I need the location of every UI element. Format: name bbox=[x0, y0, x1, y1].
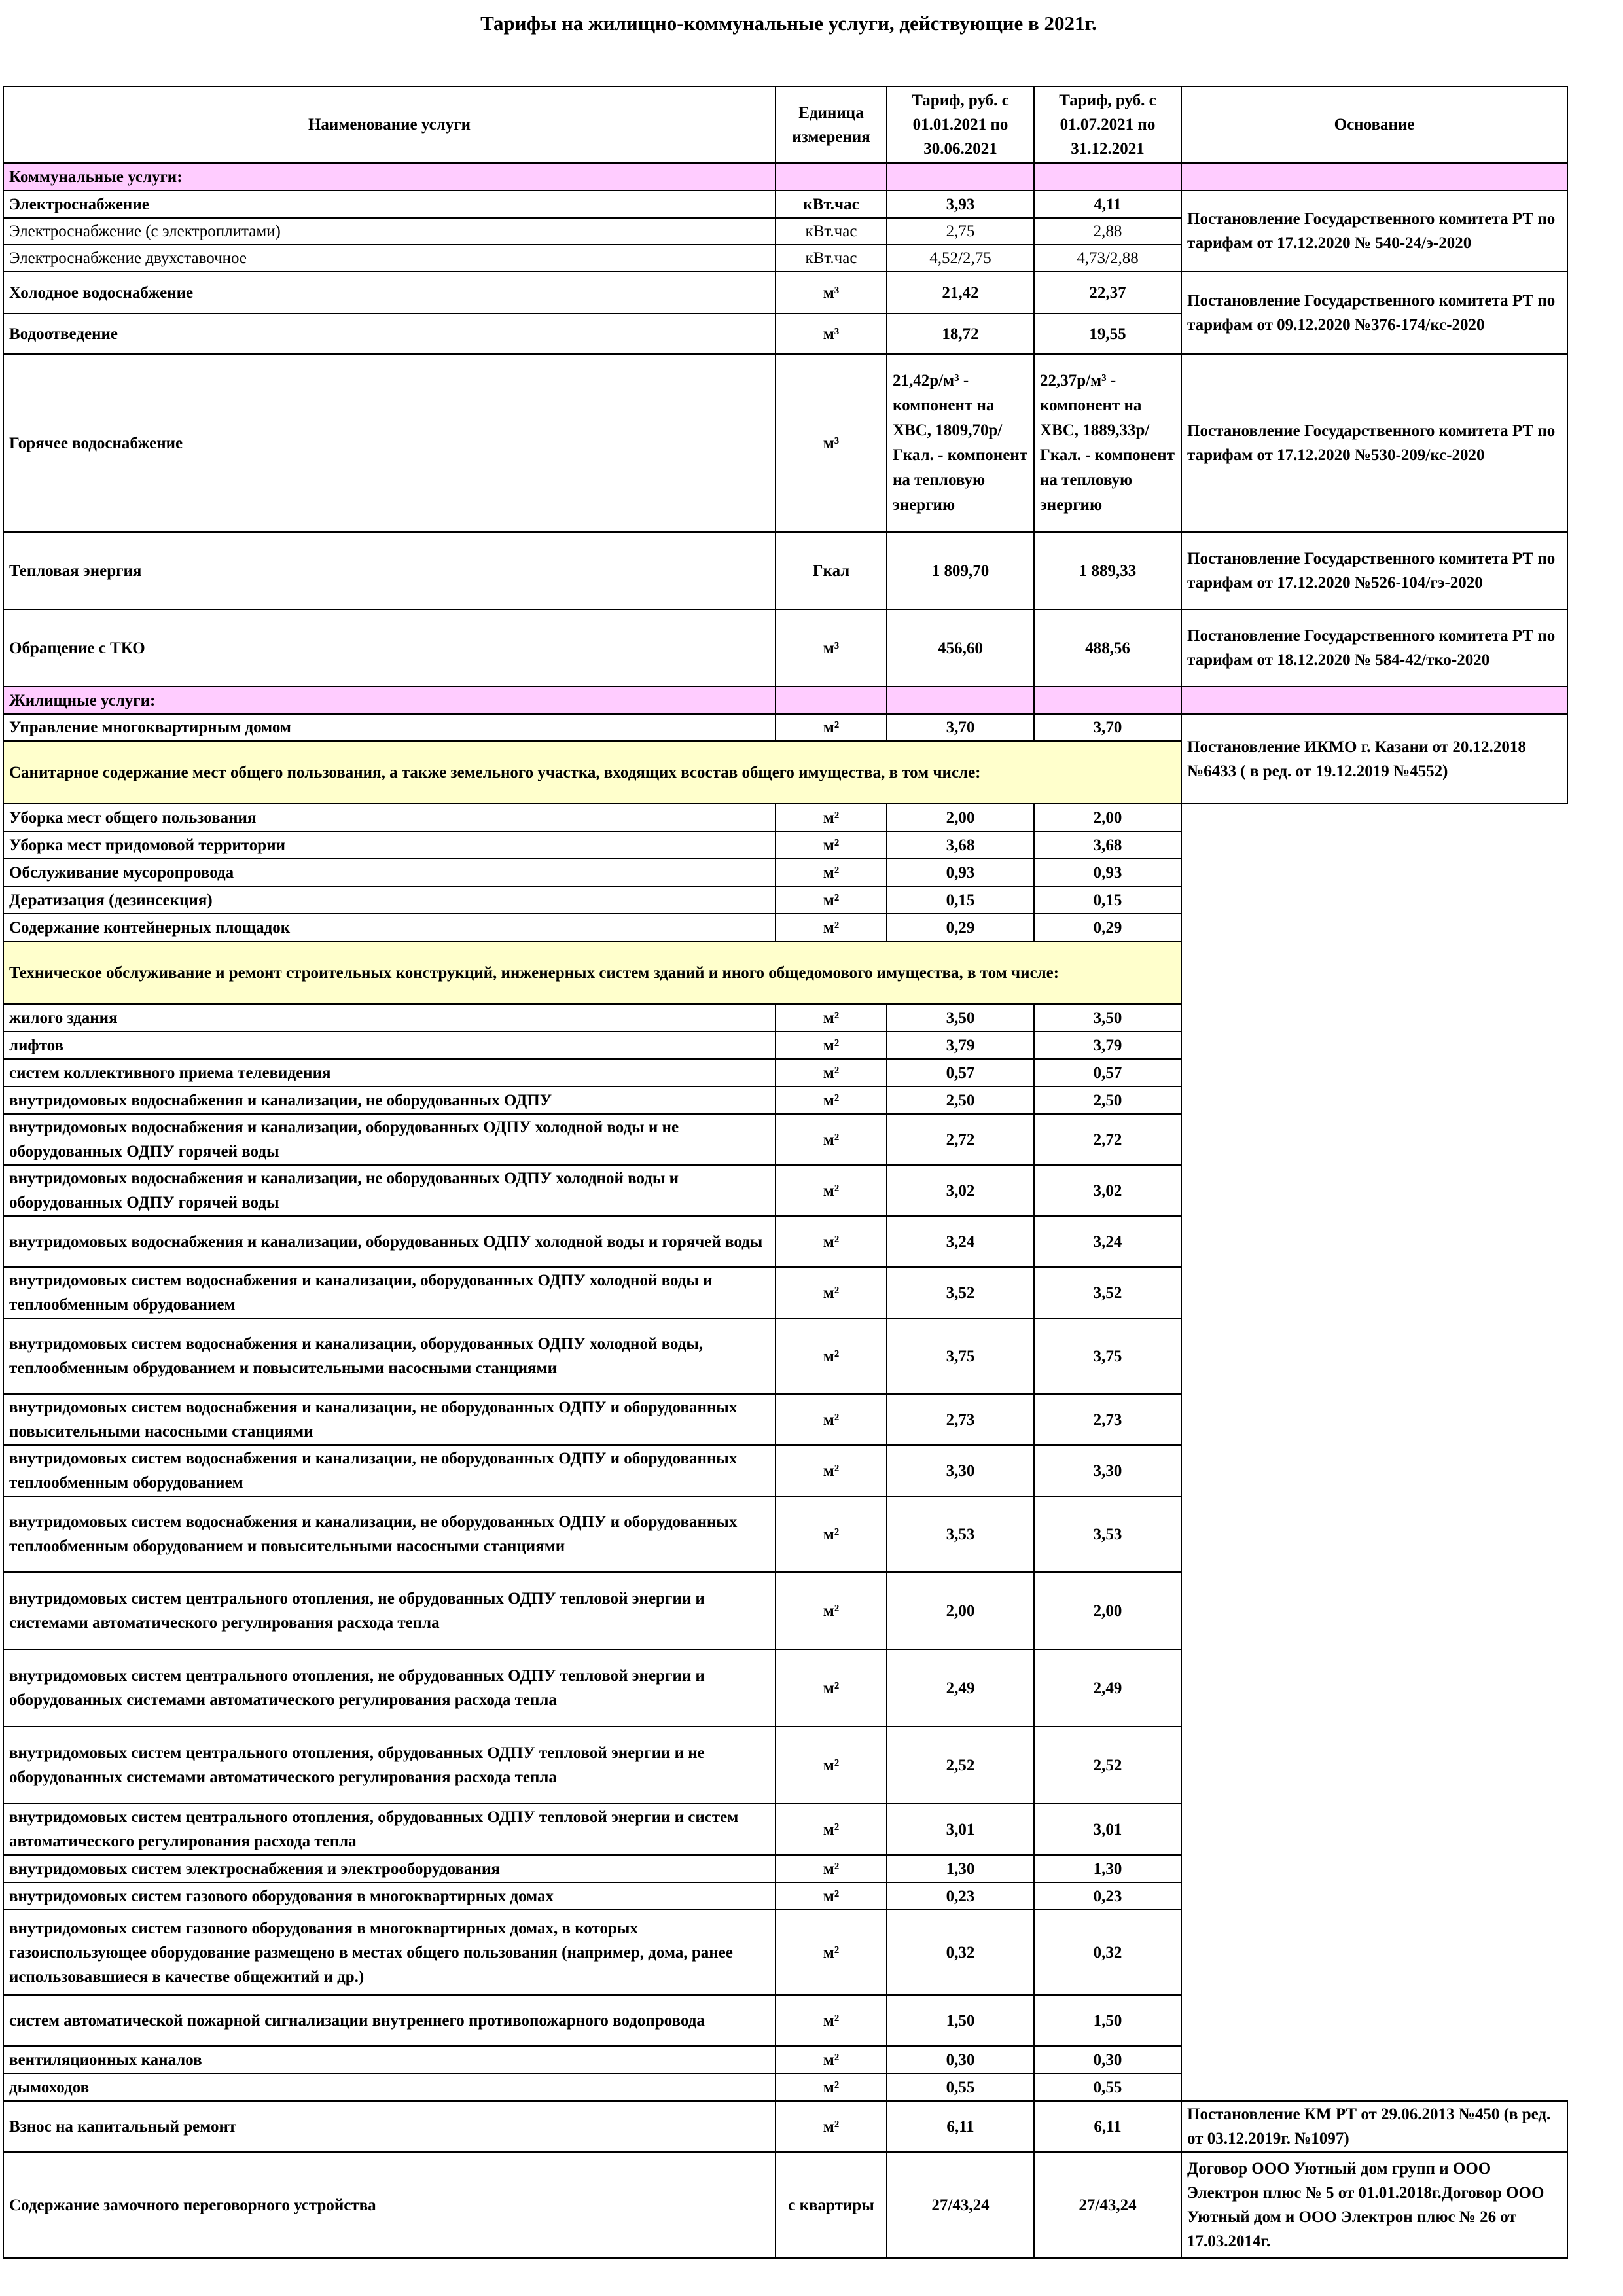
section-row-communal bbox=[3, 163, 1567, 190]
service-name: внутридомовых систем центрального отопления, не обрудованных ОДПУ тепловой энергии и системами автоматического регулирования расхода тепла bbox=[3, 1572, 776, 1649]
tariff-h1: 0,23 bbox=[887, 1882, 1034, 1910]
tariff-h2: 0,23 bbox=[1034, 1882, 1181, 1910]
service-name: Дератизация (дезинсекция) bbox=[3, 886, 776, 914]
tariff-h1: 21,42р/м³ - компонент на ХВС, 1809,70р/Гкал. - компонент на тепловую энергию bbox=[887, 354, 1034, 532]
table-row bbox=[3, 272, 1567, 314]
tariff-h1: 21,42 bbox=[887, 272, 1034, 314]
tariff-h2: 0,32 bbox=[1034, 1910, 1181, 1995]
sanitary-rows bbox=[3, 804, 1567, 941]
table-row bbox=[3, 914, 1567, 941]
tariff-h2: 3,53 bbox=[1034, 1496, 1181, 1572]
service-name: внутридомовых систем газового оборудования в многоквартирных домах bbox=[3, 1882, 776, 1910]
service-name: внутридомовых систем водоснабжения и канализации, оборудованных ОДПУ холодной воды и теплообменным обрудованием bbox=[3, 1267, 776, 1318]
tariff-h1: 0,55 bbox=[887, 2073, 1034, 2101]
service-name: Холодное водоснабжение bbox=[3, 272, 776, 314]
table-header-row bbox=[3, 86, 1567, 163]
col-header-unit: Единица измерения bbox=[776, 86, 887, 163]
tariff-h1: 3,52 bbox=[887, 1267, 1034, 1318]
table-row bbox=[3, 1855, 1567, 1882]
tariff-h1: 6,11 bbox=[887, 2101, 1034, 2152]
tariff-h1: 3,70 bbox=[887, 714, 1034, 741]
page-title: Тарифы на жилищно-коммунальные услуги, действующие в 2021г. bbox=[480, 12, 1097, 35]
service-name: лифтов bbox=[3, 1031, 776, 1059]
tariff-h2: 0,93 bbox=[1034, 859, 1181, 886]
unit: м² bbox=[776, 1496, 887, 1572]
basis-cell-housing: Постановление ИКМО г. Казани от 20.12.2018 №6433 ( в ред. от 19.12.2019 №4552) bbox=[1181, 714, 1567, 804]
unit: м³ bbox=[776, 314, 887, 354]
table-row bbox=[3, 1086, 1567, 1114]
table-row bbox=[3, 1267, 1567, 1318]
tariff-h1: 2,00 bbox=[887, 1572, 1034, 1649]
unit: м² bbox=[776, 1910, 887, 1995]
tariff-h2: 2,50 bbox=[1034, 1086, 1181, 1114]
service-name: внутридомовых систем центрального отопления, обрудованных ОДПУ тепловой энергии и систем автоматического регулирования расхода тепла bbox=[3, 1804, 776, 1855]
tariff-h2: 3,01 bbox=[1034, 1804, 1181, 1855]
tariff-h2: 3,75 bbox=[1034, 1318, 1181, 1394]
tariff-h1: 456,60 bbox=[887, 609, 1034, 687]
tariff-h2: 1,50 bbox=[1034, 1995, 1181, 2046]
table-row bbox=[3, 1114, 1567, 1165]
service-name: Тепловая энергия bbox=[3, 532, 776, 609]
service-name: внутридомовых систем водоснабжения и канализации, оборудованных ОДПУ холодной воды, теплообменным обрудованием и повысительными насосными станциями bbox=[3, 1318, 776, 1394]
tariff-h2: 0,15 bbox=[1034, 886, 1181, 914]
service-name: дымоходов bbox=[3, 2073, 776, 2101]
tariff-h2: 3,52 bbox=[1034, 1267, 1181, 1318]
tariff-h2: 4,11 bbox=[1034, 190, 1181, 218]
service-name: систем автоматической пожарной сигнализации внутреннего противопожарного водопровода bbox=[3, 1995, 776, 2046]
table-row bbox=[3, 2046, 1567, 2073]
tariff-h2: 1,30 bbox=[1034, 1855, 1181, 1882]
unit: м² bbox=[776, 1445, 887, 1496]
table-row bbox=[3, 1910, 1567, 1995]
col-header-tariff-h1: Тариф, руб. с 01.01.2021 по 30.06.2021 bbox=[887, 86, 1034, 163]
service-name: систем коллективного приема телевидения bbox=[3, 1059, 776, 1086]
tariff-h2: 2,00 bbox=[1034, 1572, 1181, 1649]
tariff-h1: 2,49 bbox=[887, 1649, 1034, 1727]
section-row-housing bbox=[3, 687, 1567, 714]
tariff-h1: 2,75 bbox=[887, 218, 1034, 245]
basis-cell: Постановление Государственного комитета РТ по тарифам от 17.12.2020 №530-209/кс-2020 bbox=[1181, 354, 1567, 532]
unit: м² bbox=[776, 2073, 887, 2101]
service-name: жилого здания bbox=[3, 1004, 776, 1031]
subheader-row bbox=[3, 941, 1567, 1004]
tariff-h1: 3,01 bbox=[887, 1804, 1034, 1855]
service-name: Управление многоквартирным домом bbox=[3, 714, 776, 741]
service-name: внутридомовых водоснабжения и канализации, оборудованных ОДПУ холодной воды и не оборудованных ОДПУ горячей воды bbox=[3, 1114, 776, 1165]
table-row bbox=[3, 609, 1567, 687]
unit: м³ bbox=[776, 354, 887, 532]
service-name: внутридомовых систем водоснабжения и канализации, не оборудованных ОДПУ и оборудованных теплообменным оборудованием bbox=[3, 1445, 776, 1496]
service-name: Водоотведение bbox=[3, 314, 776, 354]
table-row bbox=[3, 1727, 1567, 1804]
tariff-h2: 3,24 bbox=[1034, 1216, 1181, 1267]
table-row bbox=[3, 1804, 1567, 1855]
tariff-h2: 6,11 bbox=[1034, 2101, 1181, 2152]
tariff-h1: 3,02 bbox=[887, 1165, 1034, 1216]
service-name: Содержание замочного переговорного устройства bbox=[3, 2152, 776, 2258]
unit: м² bbox=[776, 1882, 887, 1910]
table-row bbox=[3, 1031, 1567, 1059]
unit: м² bbox=[776, 1114, 887, 1165]
service-name: внутридомовых водоснабжения и канализации, не оборудованных ОДПУ bbox=[3, 1086, 776, 1114]
tariff-h2: 3,79 bbox=[1034, 1031, 1181, 1059]
unit: м³ bbox=[776, 272, 887, 314]
table-row bbox=[3, 804, 1567, 831]
basis-cell: Постановление Государственного комитета РТ по тарифам от 17.12.2020 №526-104/гэ-2020 bbox=[1181, 532, 1567, 609]
table-row bbox=[3, 1496, 1567, 1572]
tariff-h1: 0,93 bbox=[887, 859, 1034, 886]
unit: м² bbox=[776, 914, 887, 941]
service-name: внутридомовых водоснабжения и канализации, не оборудованных ОДПУ холодной воды и оборудованных ОДПУ горячей воды bbox=[3, 1165, 776, 1216]
unit: м² bbox=[776, 2101, 887, 2152]
unit: м² bbox=[776, 1995, 887, 2046]
unit: м² bbox=[776, 1572, 887, 1649]
tariff-h2: 2,49 bbox=[1034, 1649, 1181, 1727]
service-name: Обслуживание мусоропровода bbox=[3, 859, 776, 886]
table-row bbox=[3, 1995, 1567, 2046]
unit: м² bbox=[776, 886, 887, 914]
col-header-basis: Основание bbox=[1181, 86, 1567, 163]
tariff-h1: 2,00 bbox=[887, 804, 1034, 831]
tariff-h2: 19,55 bbox=[1034, 314, 1181, 354]
tariff-h2: 0,55 bbox=[1034, 2073, 1181, 2101]
table-row bbox=[3, 859, 1567, 886]
subheader-technical: Техническое обслуживание и ремонт строительных конструкций, инженерных систем зданий и иного общедомового имущества, в том числе: bbox=[3, 941, 1181, 1004]
table-row bbox=[3, 1059, 1567, 1086]
tariff-h1: 3,24 bbox=[887, 1216, 1034, 1267]
tariff-h2: 488,56 bbox=[1034, 609, 1181, 687]
unit: м² bbox=[776, 1394, 887, 1445]
unit: м² bbox=[776, 831, 887, 859]
table-row bbox=[3, 831, 1567, 859]
tariff-h1: 18,72 bbox=[887, 314, 1034, 354]
table-row bbox=[3, 886, 1567, 914]
unit: м² bbox=[776, 1216, 887, 1267]
tariff-h1: 3,79 bbox=[887, 1031, 1034, 1059]
col-header-tariff-h2: Тариф, руб. с 01.07.2021 по 31.12.2021 bbox=[1034, 86, 1181, 163]
basis-cell: Постановление Государственного комитета РТ по тарифам от 18.12.2020 № 584-42/тко-2020 bbox=[1181, 609, 1567, 687]
section-label: Жилищные услуги: bbox=[3, 687, 776, 714]
unit: м² bbox=[776, 1727, 887, 1804]
section-label: Коммунальные услуги: bbox=[3, 163, 776, 190]
service-name: Взнос на капитальный ремонт bbox=[3, 2101, 776, 2152]
service-name: внутридомовых систем электроснабжения и электрооборудования bbox=[3, 1855, 776, 1882]
unit: кВт.час bbox=[776, 245, 887, 272]
tariff-h2: 3,50 bbox=[1034, 1004, 1181, 1031]
unit: м² bbox=[776, 1086, 887, 1114]
service-name: Уборка мест придомовой территории bbox=[3, 831, 776, 859]
tariff-table bbox=[3, 86, 1568, 2259]
unit: м² bbox=[776, 1267, 887, 1318]
tariff-h1: 1 809,70 bbox=[887, 532, 1034, 609]
tariff-h1: 3,50 bbox=[887, 1004, 1034, 1031]
unit: м² bbox=[776, 714, 887, 741]
tariff-h2: 0,57 bbox=[1034, 1059, 1181, 1086]
table-row bbox=[3, 714, 1567, 741]
tariff-h1: 2,52 bbox=[887, 1727, 1034, 1804]
unit: Гкал bbox=[776, 532, 887, 609]
unit: м³ bbox=[776, 609, 887, 687]
table-row bbox=[3, 190, 1567, 218]
unit: кВт.час bbox=[776, 218, 887, 245]
unit: м² bbox=[776, 804, 887, 831]
tariff-h1: 3,53 bbox=[887, 1496, 1034, 1572]
service-name: Обращение с ТКО bbox=[3, 609, 776, 687]
tariff-h2: 2,88 bbox=[1034, 218, 1181, 245]
service-name: внутридомовых систем центрального отопления, не обрудованных ОДПУ тепловой энергии и оборудованных системами автоматического регулирования расхода тепла bbox=[3, 1649, 776, 1727]
tariff-h1: 1,30 bbox=[887, 1855, 1034, 1882]
basis-cell: Договор ООО Уютный дом групп и ООО Электрон плюс № 5 от 01.01.2018г.Договор ООО Уютный дом и ООО Электрон плюс № 26 от 17.03.2014г. bbox=[1181, 2152, 1567, 2258]
tariff-h1: 0,15 bbox=[887, 886, 1034, 914]
unit: кВт.час bbox=[776, 190, 887, 218]
table-row bbox=[3, 2152, 1567, 2258]
tariff-h2: 0,30 bbox=[1034, 2046, 1181, 2073]
unit: м² bbox=[776, 1031, 887, 1059]
table-row bbox=[3, 2101, 1567, 2152]
service-name: вентиляционных каналов bbox=[3, 2046, 776, 2073]
unit: м² bbox=[776, 1318, 887, 1394]
unit: м² bbox=[776, 1059, 887, 1086]
tariff-h1: 0,32 bbox=[887, 1910, 1034, 1995]
tariff-h2: 3,02 bbox=[1034, 1165, 1181, 1216]
tariff-h2: 2,00 bbox=[1034, 804, 1181, 831]
service-name: Электроснабжение bbox=[3, 190, 776, 218]
unit: м² bbox=[776, 1804, 887, 1855]
tariff-h1: 3,30 bbox=[887, 1445, 1034, 1496]
basis-cell: Постановление Государственного комитета РТ по тарифам от 09.12.2020 №376-174/кс-2020 bbox=[1181, 272, 1567, 354]
service-name: внутридомовых систем центрального отопления, обрудованных ОДПУ тепловой энергии и не оборудованных системами автоматического регулирования расхода тепла bbox=[3, 1727, 776, 1804]
unit: м² bbox=[776, 1649, 887, 1727]
tariff-h2: 27/43,24 bbox=[1034, 2152, 1181, 2258]
tariff-h1: 1,50 bbox=[887, 1995, 1034, 2046]
service-name: внутридомовых водоснабжения и канализации, оборудованных ОДПУ холодной воды и горячей воды bbox=[3, 1216, 776, 1267]
table-row bbox=[3, 1216, 1567, 1267]
service-name: внутридомовых систем водоснабжения и канализации, не оборудованных ОДПУ и оборудованных теплообменным оборудованием и повысительными насосными станциями bbox=[3, 1496, 776, 1572]
unit: м² bbox=[776, 1855, 887, 1882]
col-header-name: Наименование услуги bbox=[3, 86, 776, 163]
technical-rows bbox=[3, 1004, 1567, 2101]
unit: с квартиры bbox=[776, 2152, 887, 2258]
service-name: Уборка мест общего пользования bbox=[3, 804, 776, 831]
tariff-h2: 22,37 bbox=[1034, 272, 1181, 314]
subheader-sanitary: Санитарное содержание мест общего пользования, а также земельного участка, входящих всостав общего имущества, в том числе: bbox=[3, 741, 1181, 804]
tariff-h1: 0,29 bbox=[887, 914, 1034, 941]
table-row bbox=[3, 354, 1567, 532]
tariff-h2: 22,37р/м³ - компонент на ХВС, 1889,33р/Гкал. - компонент на тепловую энергию bbox=[1034, 354, 1181, 532]
table-row bbox=[3, 1882, 1567, 1910]
tariff-h1: 4,52/2,75 bbox=[887, 245, 1034, 272]
tariff-h1: 2,72 bbox=[887, 1114, 1034, 1165]
tariff-h2: 3,30 bbox=[1034, 1445, 1181, 1496]
table-row bbox=[3, 1572, 1567, 1649]
service-name: Содержание контейнерных площадок bbox=[3, 914, 776, 941]
service-name: Электроснабжение (с электроплитами) bbox=[3, 218, 776, 245]
tariff-h2: 3,68 bbox=[1034, 831, 1181, 859]
tariff-h2: 0,29 bbox=[1034, 914, 1181, 941]
table-row bbox=[3, 1394, 1567, 1445]
tariff-h1: 0,57 bbox=[887, 1059, 1034, 1086]
tariff-h1: 27/43,24 bbox=[887, 2152, 1034, 2258]
table-row bbox=[3, 1004, 1567, 1031]
table-row bbox=[3, 1318, 1567, 1394]
service-name: внутридомовых систем газового оборудования в многоквартирных домах, в которых газоиспользующее оборудование размещено в местах общего пользования (например, дома, ранее использовавшиеся в качестве общежитий и др.) bbox=[3, 1910, 776, 1995]
tariff-h2: 4,73/2,88 bbox=[1034, 245, 1181, 272]
table-row bbox=[3, 2073, 1567, 2101]
tariff-h2: 2,72 bbox=[1034, 1114, 1181, 1165]
tariff-h1: 3,93 bbox=[887, 190, 1034, 218]
service-name: Электроснабжение двухставочное bbox=[3, 245, 776, 272]
tariff-h2: 3,70 bbox=[1034, 714, 1181, 741]
service-name: Горячее водоснабжение bbox=[3, 354, 776, 532]
tariff-h1: 0,30 bbox=[887, 2046, 1034, 2073]
table-row bbox=[3, 532, 1567, 609]
tariff-h2: 1 889,33 bbox=[1034, 532, 1181, 609]
table-row bbox=[3, 1445, 1567, 1496]
tariff-h1: 2,50 bbox=[887, 1086, 1034, 1114]
unit: м² bbox=[776, 859, 887, 886]
unit: м² bbox=[776, 1165, 887, 1216]
table-row bbox=[3, 1649, 1567, 1727]
tariff-h1: 3,75 bbox=[887, 1318, 1034, 1394]
tariff-h1: 3,68 bbox=[887, 831, 1034, 859]
service-name: внутридомовых систем водоснабжения и канализации, не оборудованных ОДПУ и оборудованных повысительными насосными станциями bbox=[3, 1394, 776, 1445]
unit: м² bbox=[776, 2046, 887, 2073]
tariff-h2: 2,52 bbox=[1034, 1727, 1181, 1804]
unit: м² bbox=[776, 1004, 887, 1031]
basis-cell: Постановление КМ РТ от 29.06.2013 №450 (в ред. от 03.12.2019г. №1097) bbox=[1181, 2101, 1567, 2152]
tariff-h2: 2,73 bbox=[1034, 1394, 1181, 1445]
basis-cell: Постановление Государственного комитета РТ по тарифам от 17.12.2020 № 540-24/э-2020 bbox=[1181, 190, 1567, 272]
table-row bbox=[3, 1165, 1567, 1216]
tariff-h1: 2,73 bbox=[887, 1394, 1034, 1445]
